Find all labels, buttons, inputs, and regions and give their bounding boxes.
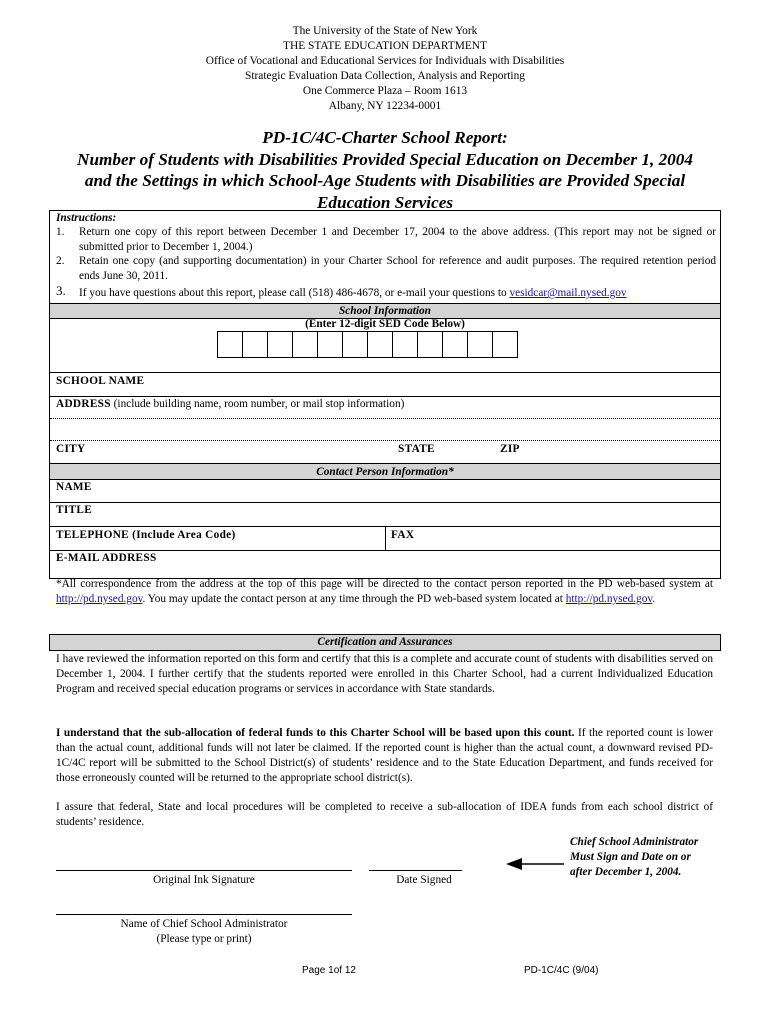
sed-code-boxes — [217, 331, 517, 359]
sed-code-digit-box[interactable] — [417, 331, 443, 358]
certification-band: Certification and Assurances — [317, 636, 453, 648]
instructions-label: Instructions: — [56, 212, 117, 224]
certification-paragraph: I have reviewed the information reported on this form and certify that this is a complete and accurate count of students with disabilities served on December 1, 2004. I further certify that the students reported were enrolled in this Charter School, had a current Individualized Education Program and received special education programs or services in accordance with State standards. — [56, 653, 713, 695]
arrow-left-icon — [506, 857, 564, 871]
address-label-text: ADDRESS — [56, 398, 111, 410]
instruction-text: Return one copy of this report between December 1 and December 17, 2004 to the above address. (This report may not be signed or submitted prior to December 1, 2004.) — [79, 226, 716, 253]
telephone-label: TELEPHONE (Include Area Code) — [56, 529, 236, 541]
sed-code-digit-box[interactable] — [317, 331, 343, 358]
date-signed-label: Date Signed — [396, 874, 452, 886]
header-line: Office of Vocational and Educational Services for Individuals with Disabilities — [205, 55, 565, 67]
header-line: The University of the State of New York — [292, 25, 478, 37]
header-line: Strategic Evaluation Data Collection, Analysis and Reporting — [245, 70, 525, 82]
pd-link[interactable]: http://pd.nysed.gov — [565, 593, 653, 605]
instruction-text: If you have questions about this report, please call (518) 486-4678, or e-mail your questions to — [79, 287, 510, 299]
report-title — [40, 127, 730, 213]
allocation-paragraph — [56, 726, 713, 786]
instruction-number: 3. — [56, 283, 66, 298]
divider — [50, 550, 720, 551]
footnote-text: . You may update the contact person at any time through the PD web-based system located at — [142, 593, 566, 605]
form-identifier: PD-1C/4C (9/04) — [524, 965, 599, 976]
sed-code-digit-box[interactable] — [467, 331, 493, 358]
state-label: STATE — [398, 443, 435, 455]
contact-title-label: TITLE — [56, 504, 93, 516]
title-line: Education Services — [316, 192, 454, 212]
signing-requirement-note: Chief School Administrator Must Sign and Date on or after December 1, 2004. — [570, 836, 699, 878]
pd-link[interactable]: http://pd.nysed.gov — [56, 593, 143, 605]
sed-code-digit-box[interactable] — [217, 331, 243, 358]
header-line: Albany, NY 12234-0001 — [328, 100, 442, 112]
assurance-paragraph: I assure that federal, State and local procedures will be completed to receive a sub-allocation of IDEA funds from each school district of students’ residence. — [56, 801, 713, 828]
instruction-item — [56, 225, 716, 254]
email-address-label: E-MAIL ADDRESS — [56, 552, 157, 564]
email-link[interactable]: vesidcar@mail.nysed.gov — [509, 287, 627, 299]
agency-header — [0, 24, 770, 114]
sed-code-digit-box[interactable] — [267, 331, 293, 358]
header-line: One Commerce Plaza – Room 1613 — [302, 85, 468, 97]
header-line: THE STATE EDUCATION DEPARTMENT — [283, 40, 487, 52]
allocation-details: If the reported count is lower than the actual count, additional funds will not later be claimed. If the reported count is higher than the actual count, a downward revised PD-1C/4C report will be submitted to the School District(s) of students’ residence and to the State Education Department, and funds received for those erroneously counted will be returned to the appropriate school district(s). — [56, 727, 713, 784]
date-line — [369, 870, 462, 871]
school-information-band: School Information — [50, 303, 720, 319]
sed-code-label: (Enter 12-digit SED Code Below) — [305, 318, 465, 330]
title-line: PD-1C/4C-Charter School Report: — [262, 128, 508, 147]
fax-label: FAX — [391, 529, 415, 541]
divider — [50, 396, 720, 397]
page-number: Page 1of 12 — [302, 965, 356, 976]
footnote-text: . — [652, 593, 656, 605]
zip-label: ZIP — [500, 443, 520, 455]
school-name-label: SCHOOL NAME — [56, 375, 145, 387]
column-divider — [385, 526, 386, 550]
signature-line — [56, 870, 352, 871]
city-label: CITY — [56, 443, 86, 455]
sed-code-digit-box[interactable] — [342, 331, 368, 358]
correspondence-footnote — [56, 577, 713, 607]
sed-code-digit-box[interactable] — [242, 331, 268, 358]
original-ink-signature-label: Original Ink Signature — [153, 874, 255, 886]
sed-code-digit-box[interactable] — [392, 331, 418, 358]
dotted-divider — [50, 440, 720, 441]
instructions — [56, 211, 716, 301]
name-line — [56, 914, 352, 915]
instruction-number: 2. — [56, 255, 65, 267]
sed-code-digit-box[interactable] — [292, 331, 318, 358]
address-label — [56, 398, 404, 410]
sed-code-digit-box[interactable] — [442, 331, 468, 358]
contact-name-label: NAME — [56, 481, 92, 493]
type-or-print-caption: (Please type or print) — [156, 933, 252, 945]
instruction-number: 1. — [56, 226, 65, 238]
title-line: and the Settings in which School-Age Students with Disabilities are Provided Special — [84, 171, 686, 190]
divider — [50, 372, 720, 373]
title-line: Number of Students with Disabilities Provided Special Education on December 1, 2004 — [77, 149, 693, 169]
administrator-name-label — [56, 917, 352, 947]
allocation-statement: I understand that the sub-allocation of federal funds to this Charter School will be based upon this count. — [56, 727, 575, 739]
divider — [50, 502, 720, 503]
administrator-name-caption: Name of Chief School Administrator — [120, 918, 288, 930]
instruction-item — [56, 254, 716, 283]
address-hint: (include building name, room number, or mail stop information) — [110, 398, 405, 410]
dotted-divider — [50, 418, 720, 419]
sed-code-digit-box[interactable] — [492, 331, 518, 358]
instruction-item — [56, 283, 716, 301]
sed-code-digit-box[interactable] — [367, 331, 393, 358]
instruction-text: Retain one copy (and supporting documentation) in your Charter School for reference and audit purposes. The required retention period ends June 30, 2011. — [79, 255, 716, 282]
footnote-text: *All correspondence from the address at the top of this page will be directed to the contact person reported in the PD web-based system at — [56, 578, 713, 590]
contact-information-band: Contact Person Information* — [50, 463, 720, 480]
